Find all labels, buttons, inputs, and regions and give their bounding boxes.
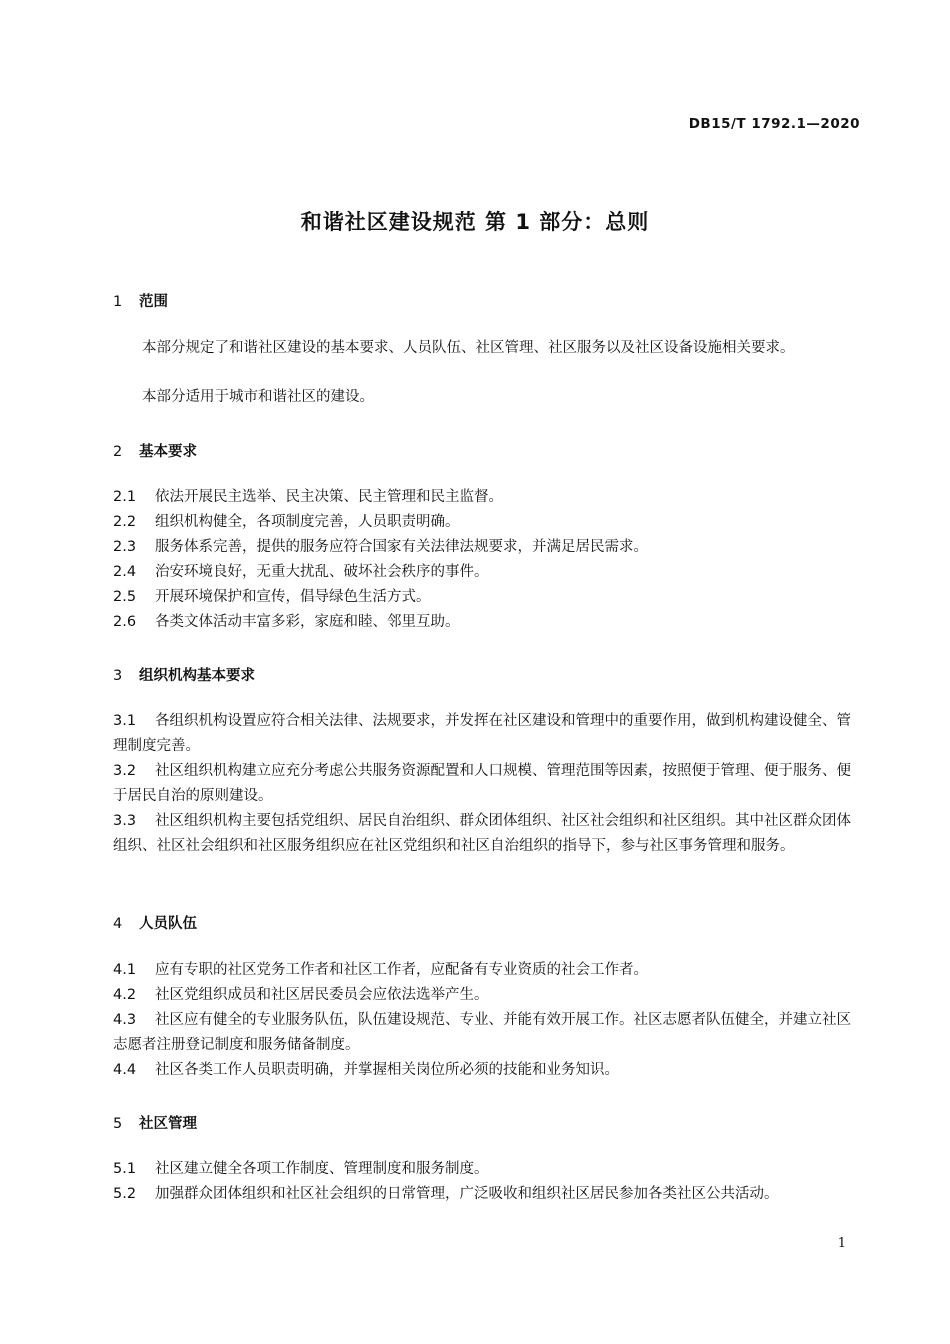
section-heading: [113, 1112, 197, 1133]
section-heading: [113, 440, 197, 461]
section-number: 1: [113, 294, 123, 310]
section-number: 3: [113, 668, 123, 684]
clause-text: 应有专职的社区党务工作者和社区工作者，应配备有专业资质的社会工作者。: [155, 962, 648, 978]
clause-number: 2.6: [113, 614, 137, 630]
clause: [113, 585, 861, 610]
clause: [113, 1182, 861, 1207]
section-number: 4: [113, 916, 123, 932]
document-title: 和谐社区建设规范 第 1 部分：总则: [300, 210, 650, 234]
section-title: 范围: [139, 294, 168, 310]
page-number: 1: [837, 1236, 846, 1251]
clause-text: 社区组织机构建立应充分考虑公共服务资源配置和人口规模、管理范围等因素，按照便于管理、便于服务、便于居民自治的原则建设。: [113, 763, 851, 804]
paragraph: 本部分规定了和谐社区建设的基本要求、人员队伍、社区管理、社区服务以及社区设备设施相关要求。: [142, 340, 795, 356]
clause-number: 2.3: [113, 539, 137, 555]
clause-number: 5.2: [113, 1186, 137, 1202]
clause-number: 5.1: [113, 1161, 137, 1177]
clause: [113, 535, 861, 560]
clause-number: 4.4: [113, 1062, 137, 1078]
clause-text: 依法开展民主选举、民主决策、民主管理和民主监督。: [155, 489, 503, 505]
clause: [113, 759, 861, 809]
clause-text: 社区建立健全各项工作制度、管理制度和服务制度。: [155, 1161, 489, 1177]
clause-number: 3.3: [113, 813, 137, 829]
clause-number: 2.5: [113, 589, 137, 605]
clause-text: 社区党组织成员和社区居民委员会应依法选举产生。: [155, 987, 489, 1003]
clause-text: 各组织机构设置应符合相关法律、法规要求，并发挥在社区建设和管理中的重要作用，做到机构建设健全、管理制度完善。: [113, 713, 851, 754]
clause-number: 2.4: [113, 564, 137, 580]
section-title: 人员队伍: [139, 916, 197, 932]
standard-code: DB15/T 1792.1—2020: [688, 116, 860, 132]
clause-number: 4.2: [113, 987, 137, 1003]
clause-number: 4.1: [113, 962, 137, 978]
clause-text: 组织机构健全，各项制度完善，人员职责明确。: [155, 514, 460, 530]
clause-text: 各类文体活动丰富多彩，家庭和睦、邻里互助。: [155, 614, 460, 630]
clause: [113, 560, 861, 585]
section-title: 社区管理: [139, 1116, 197, 1132]
clause-number: 2.2: [113, 514, 137, 530]
clause-text: 开展环境保护和宣传，倡导绿色生活方式。: [155, 589, 431, 605]
clause: [113, 510, 861, 535]
clause: [113, 610, 861, 635]
clause-number: 2.1: [113, 489, 137, 505]
clause-text: 社区应有健全的专业服务队伍，队伍建设规范、专业、并能有效开展工作。社区志愿者队伍健全，并建立社区志愿者注册登记制度和服务储备制度。: [113, 1012, 851, 1053]
clause-number: 3.1: [113, 713, 137, 729]
clause: [113, 1008, 861, 1058]
clause: [113, 983, 861, 1008]
clause-text: 服务体系完善，提供的服务应符合国家有关法律法规要求，并满足居民需求。: [155, 539, 648, 555]
clause: [113, 485, 861, 510]
clause-text: 治安环境良好，无重大扰乱、破坏社会秩序的事件。: [155, 564, 489, 580]
clause-number: 3.2: [113, 763, 137, 779]
clause: [113, 1157, 861, 1182]
section-heading: [113, 912, 197, 933]
section-title: 组织机构基本要求: [139, 668, 255, 684]
clause-text: 社区组织机构主要包括党组织、居民自治组织、群众团体组织、社区社会组织和社区组织。其中社区群众团体组织、社区社会组织和社区服务组织应在社区党组织和社区自治组织的指导下，参与社区事务管理和服务。: [113, 813, 851, 854]
clause-text: 加强群众团体组织和社区社会组织的日常管理，广泛吸收和组织社区居民参加各类社区公共活动。: [155, 1186, 779, 1202]
clause-number: 4.3: [113, 1012, 137, 1028]
clause: [113, 809, 861, 859]
clause-text: 社区各类工作人员职责明确，并掌握相关岗位所必须的技能和业务知识。: [155, 1062, 619, 1078]
paragraph: 本部分适用于城市和谐社区的建设。: [142, 389, 374, 405]
clause: [113, 709, 861, 759]
section-heading: [113, 664, 255, 685]
section-heading: [113, 290, 168, 311]
section-number: 5: [113, 1116, 123, 1132]
clause: [113, 1058, 861, 1083]
section-number: 2: [113, 444, 123, 460]
clause: [113, 958, 861, 983]
section-title: 基本要求: [139, 444, 197, 460]
